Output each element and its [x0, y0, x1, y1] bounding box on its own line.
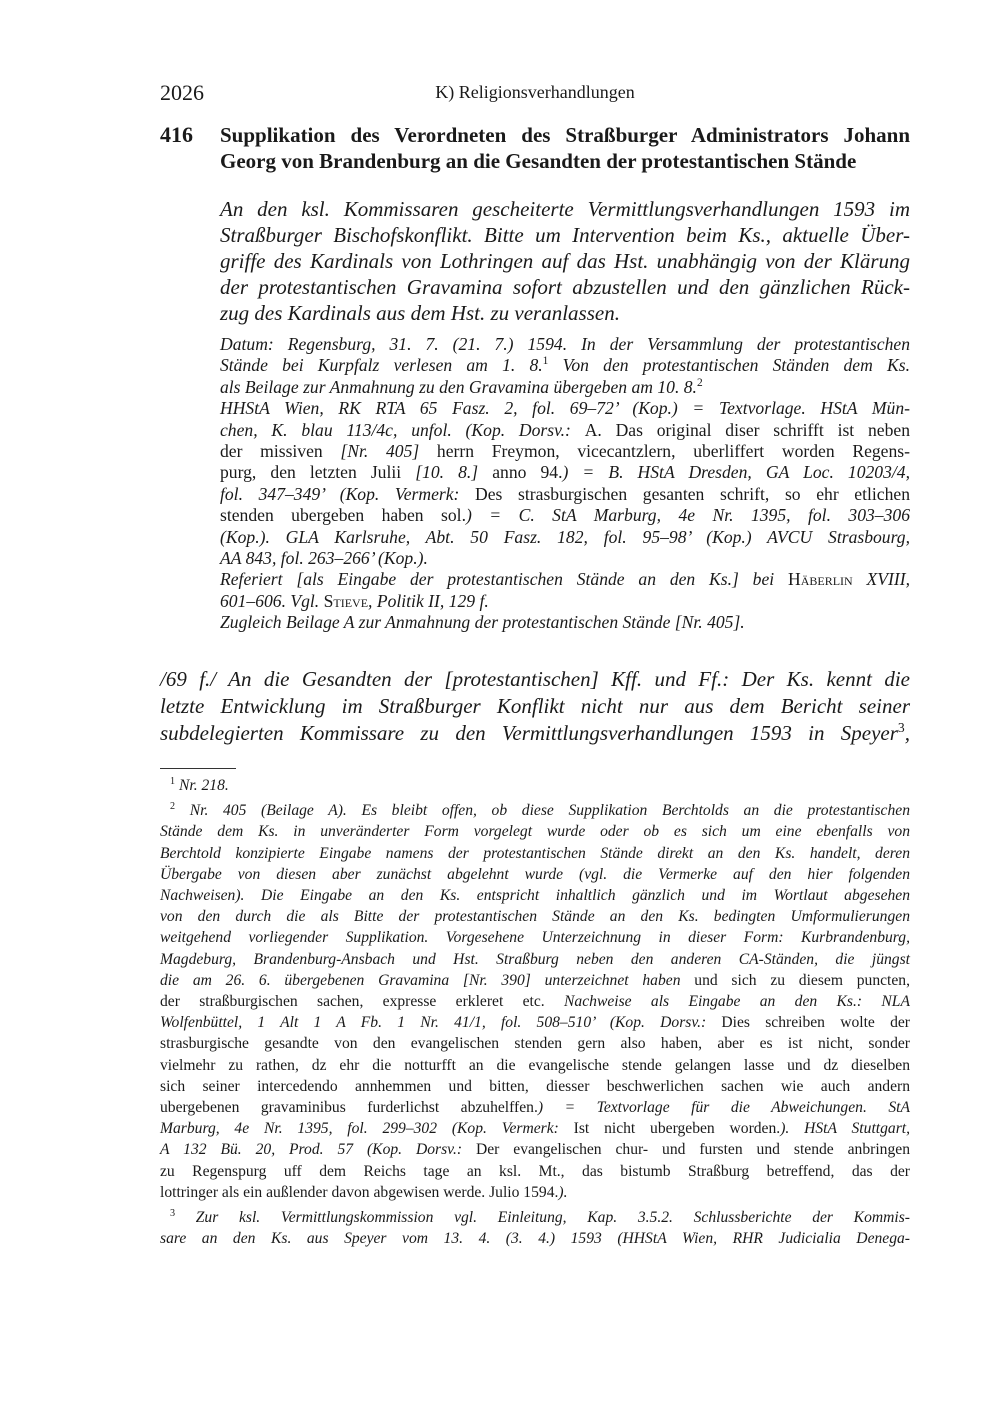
text-segment: Stände dem Ks. in unveränderter Form vorgelegt wurde oder ob es sich um eine ebenfalls von: [160, 823, 910, 841]
text-segment: der protestantischen Gravamina sofort abzustellen und den gänzlichen Rück-: [220, 275, 910, 299]
text-segment: der straßburgischen sachen, expresse erkleret etc.: [160, 993, 565, 1011]
text-segment: Häberlin: [788, 569, 853, 590]
text-line: [160, 991, 910, 1012]
text-segment: Übergabe von diesen aber zunächst abgelehnt wurde (vgl. die Vermerke auf den hier folgenden: [160, 865, 910, 883]
text-segment: Referiert [als Eingabe der protestantischen Stände an den Ks.] bei: [220, 569, 788, 590]
text-segment: die am 26. 6. übergebenen Gravamina [Nr. 390] unterzeichnet haben: [160, 971, 681, 989]
text-segment: , Politik II, 129 f.: [368, 590, 489, 611]
text-line: [160, 843, 910, 864]
text-line: [160, 1207, 910, 1228]
footnote-marker: 3: [897, 720, 905, 735]
title-line: Georg von Brandenburg an die Gesandten der protestantischen Stände: [220, 149, 857, 173]
text-segment: ubergebenen gravaminibus furderlichst abzuhelffen.: [160, 1099, 538, 1117]
text-segment: und sich zu diesem puncten,: [680, 971, 911, 989]
text-segment: Nr. 405 (Beilage A). Es bleibt offen, ob diese Supplikation Berchtolds an die protestantischen: [175, 802, 910, 820]
text-segment: Zugleich Beilage A zur Anmahnung der protestantischen Stände [Nr. 405].: [220, 612, 745, 633]
text-line: [220, 398, 910, 419]
text-segment: vielmehr zu rathen, dz ehr die notturfft an die evangelische stende gelangen lasse und dz dieselben: [160, 1056, 910, 1074]
text-line: [160, 949, 910, 970]
text-segment: der missiven: [220, 441, 341, 462]
text-segment: Stände bei Kurpfalz verlesen am 1. 8.: [220, 355, 543, 376]
source-apparatus: [220, 334, 910, 634]
text-line: [160, 775, 910, 796]
footnote-marker: 2: [170, 801, 176, 813]
text-line: [160, 1012, 910, 1033]
text-line: [220, 548, 910, 569]
text-line: [160, 1033, 910, 1054]
text-segment: [160, 1207, 170, 1228]
text-segment: Ist nicht ubergeben worden.: [573, 1120, 781, 1138]
text-line: [220, 274, 910, 300]
text-segment: ) = C. StA Marburg, 4e Nr. 1395, fol. 303–306: [465, 505, 910, 526]
text-segment: [10. 8.]: [415, 462, 479, 483]
text-line: [220, 300, 910, 326]
footnote-3: [160, 1207, 910, 1249]
footnote-1: [160, 775, 910, 796]
footnote-marker: 3: [170, 1207, 176, 1219]
text-line: [160, 906, 910, 927]
text-segment: ).: [558, 1183, 568, 1201]
text-line: [160, 800, 910, 821]
text-segment: ) = B. HStA Dresden, GA Loc. 10203/4,: [562, 462, 910, 483]
text-segment: Dies schreiben wolte der: [721, 1014, 910, 1032]
text-segment: AA 843, fol. 263–266’ (Kop.).: [220, 548, 428, 569]
text-line: [220, 612, 910, 633]
main-text: [160, 666, 910, 747]
text-line: [160, 1161, 910, 1182]
text-segment: Nachweisen). Die Eingabe an den Ks. entspricht inhaltlich gänzlich und im Wortlaut abgesehen: [160, 887, 910, 905]
text-segment: purg, den letzten Julii: [220, 462, 416, 483]
title-line: Supplikation des Verordneten des Straßburger Administrators Johann: [220, 123, 910, 147]
text-line: [220, 591, 910, 612]
footnotes: [160, 775, 910, 1253]
footnote-marker: 2: [696, 376, 703, 389]
text-line: [160, 970, 910, 991]
text-segment: zu Regenspurg uff dem Reichs tage an ksl. Mt., das bistumb Straßburg betreffend, das der: [160, 1162, 910, 1180]
text-line: [220, 441, 910, 462]
text-segment: sare an den Ks. aus Speyer vom 13. 4. (3. 4.) 1593 (HHStA Wien, RHR Judicialia Denega-: [160, 1230, 910, 1248]
text-segment: Datum: Regensburg, 31. 7. (21. 7.) 1594. In der Versammlung der protestantischen: [220, 334, 910, 354]
text-line: [160, 864, 910, 885]
text-line: [160, 1182, 910, 1203]
text-segment: strasburgische gesandte von den evangelischen stenden gern also haben, aber es ist nicht, sonder: [160, 1035, 910, 1053]
text-line: [220, 462, 910, 483]
footnote-rule: [160, 768, 236, 769]
text-segment: subdelegierten Kommissare zu den Vermittlungsverhandlungen 1593 in Speyer: [160, 721, 898, 745]
document-number: 416: [160, 122, 193, 147]
text-line: [160, 821, 910, 842]
text-segment: HHStA Wien, RK RTA 65 Fasz. 2, fol. 69–72’ (Kop.) = Textvorlage. HStA Mün-: [220, 398, 910, 419]
text-line: [160, 1228, 910, 1249]
text-line: [160, 720, 910, 747]
text-segment: A 132 Bü. 20, Prod. 57 (Kop. Dorsv.:: [160, 1141, 476, 1159]
text-line: [160, 1076, 910, 1097]
text-segment: stenden ubergeben haben sol.: [220, 505, 466, 526]
footnote-marker: 1: [170, 775, 176, 787]
text-line: [220, 334, 910, 355]
text-line: [220, 222, 910, 248]
text-segment: anno 94.: [478, 462, 563, 483]
text-segment: /69 f./ An die Gesandten der [protestantischen] Kff. und Ff.: Der Ks. kennt die: [160, 667, 910, 691]
text-segment: Magdeburg, Brandenburg-Ansbach und Hst. Straßburg neben den anderen CA-Ständen, die jüngst: [160, 950, 910, 968]
text-line: [160, 927, 910, 948]
text-segment: ) = Textvorlage für die Abweichungen. StA: [537, 1099, 910, 1117]
text-segment: sich seiner intercedendo annhemmen und bitten, diesser beschwerlichen sachen wie auch andern: [160, 1077, 910, 1095]
text-segment: XVIII,: [852, 569, 910, 590]
text-line: [160, 1139, 910, 1160]
text-segment: herrn Freymon, vicecantzlern, uberliffert worden Regens-: [419, 441, 910, 462]
footnote-marker: 1: [542, 355, 549, 368]
text-segment: 601–606. Vgl.: [220, 590, 324, 611]
summary-regest: [220, 196, 910, 326]
text-segment: ,: [904, 721, 910, 745]
text-line: [220, 527, 910, 548]
text-line: [160, 885, 910, 906]
text-segment: Wolfenbüttel, 1 Alt 1 A Fb. 1 Nr. 41/1, fol. 508–510’ (Kop. Dorsv.:: [160, 1014, 722, 1032]
text-segment: A. Das original diser schrifft ist neben: [584, 419, 910, 440]
text-segment: Zur ksl. Vermittlungskommission vgl. Einleitung, Kap. 3.5.2. Schlussberichte der Kommis-: [175, 1209, 910, 1227]
text-segment: [160, 800, 170, 821]
text-line: [220, 420, 910, 441]
text-line: [160, 693, 910, 720]
footnote-2: [160, 800, 910, 1203]
text-segment: von den durch die als Bitte der protestantischen Stände an den Ks. bedingten Umformulierungen: [160, 908, 910, 926]
running-head: K) Religionsverhandlungen: [435, 82, 635, 102]
text-line: [220, 377, 910, 398]
text-segment: Straßburger Bischofskonflikt. Bitte um Intervention beim Ks., aktuelle Über-: [220, 223, 910, 247]
text-line: [160, 1055, 910, 1076]
text-segment: als Beilage zur Anmahnung zu den Gravamina übergeben am 10. 8.: [220, 376, 697, 397]
text-segment: lottringer als ein außlender davon abgewisen werde. Julio 1594.: [160, 1183, 559, 1201]
text-segment: Nr. 218.: [175, 777, 229, 794]
text-segment: weitgehend vorliegender Supplikation. Vorgesehene Unterzeichnung in dieser Form: Kurbrandenburg,: [160, 929, 910, 947]
text-line: [220, 355, 910, 376]
text-segment: ). HStA Stuttgart,: [780, 1120, 910, 1138]
text-line: [220, 505, 910, 526]
text-line: [220, 484, 910, 505]
text-line: [160, 1118, 910, 1139]
text-segment: Von den protestantischen Ständen dem Ks.: [548, 355, 910, 376]
text-segment: (Kop.). GLA Karlsruhe, Abt. 50 Fasz. 182, fol. 95–98’ (Kop.) AVCU Strasbourg,: [220, 526, 910, 547]
text-segment: chen, K. blau 113/4c, unfol. (Kop. Dorsv.:: [220, 419, 585, 440]
text-segment: Marburg, 4e Nr. 1395, fol. 299–302 (Kop. Vermerk:: [160, 1120, 574, 1138]
text-line: [220, 248, 910, 274]
text-segment: zug des Kardinals aus dem Hst. zu veranlassen.: [220, 301, 620, 325]
text-segment: Berchtold konzipierte Eingabe namens der protestantischen Stände direkt an den Ks. handelt, deren: [160, 844, 910, 862]
text-segment: [160, 775, 170, 796]
text-line: [220, 569, 910, 590]
text-segment: Stieve: [323, 590, 369, 611]
text-segment: [Nr. 405]: [340, 441, 420, 462]
text-segment: An den ksl. Kommissaren gescheiterte Vermittlungsverhandlungen 1593 im: [220, 197, 910, 221]
text-segment: letzte Entwicklung im Straßburger Konflikt nicht nur aus dem Bericht seiner: [160, 694, 910, 718]
page-number: 2026: [160, 80, 204, 105]
text-segment: Des strasburgischen gesanten schrift, so ehr etlichen: [475, 483, 910, 504]
text-segment: Nachweise als Eingabe an den Ks.: NLA: [564, 993, 910, 1011]
document-title: [220, 122, 910, 174]
text-line: [160, 1097, 910, 1118]
text-segment: griffe des Kardinals von Lothringen auf das Hst. unabhängig von der Klärung: [220, 249, 910, 273]
text-segment: Der evangelischen chur- und fursten und stende anbringen: [475, 1141, 910, 1159]
text-line: [220, 196, 910, 222]
text-segment: fol. 347–349’ (Kop. Vermerk:: [220, 483, 476, 504]
text-line: [160, 666, 910, 693]
